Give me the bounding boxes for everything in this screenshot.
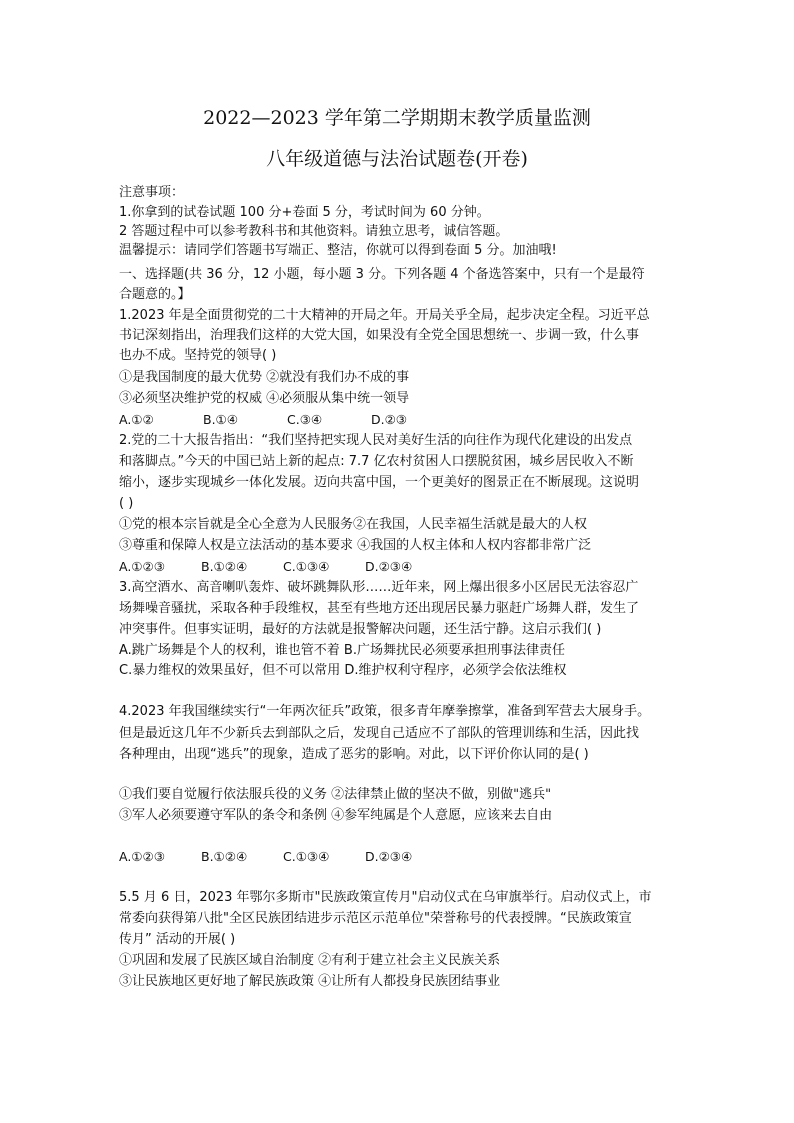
question-3-option: C.暴力维权的效果虽好，但不可以常用 D.维护权利守程序，必须学会依法维权 <box>119 663 567 678</box>
question-4-options <box>119 847 447 866</box>
option-d: D.②③④ <box>365 849 413 864</box>
question-5-stem: 常委向获得第八批"全区民族团结进步示范区示范单位"荣誉称号的代表授牌。“民族政策宣 <box>119 911 632 926</box>
question-1-options <box>119 410 455 429</box>
question-3-option: A.跳广场舞是个人的权利，谁也管不着 B.广场舞扰民必须要承担刑事法律责任 <box>119 643 565 658</box>
option-a: A.①②③ <box>119 559 165 574</box>
question-4-stem: 4.2023 年我国继续实行“一年两次征兵”政策，很多青年摩拳擦掌，准备到军营去大展身手。 <box>119 704 651 719</box>
option-a: A.①②③ <box>119 849 165 864</box>
question-2-item: ③尊重和保障人权是立法活动的基本要求 ④我国的人权主体和人权内容都非常广泛 <box>119 538 592 553</box>
question-2-stem: 缩小，逐步实现城乡一体化发展。迈向共富中国，一个更美好的图景正在不断展现。这说明 <box>119 475 640 490</box>
question-4-stem: 但是最近这几年不少新兵去到部队之后，发现自己适应不了部队的管理训练和生活，因此找 <box>119 726 640 741</box>
question-4-stem: 各种理由，出现“逃兵”的现象，造成了恶劣的影响。对此，以下评价你认同的是( ) <box>119 747 589 762</box>
question-1-stem: 书记深刻指出，治理我们这样的大党大国，如果没有全党全国思想统一、步调一致，什么事 <box>119 328 640 343</box>
question-1-stem: 1.2023 年是全面贯彻党的二十大精神的开局之年。开局关乎全局，起步决定全程。习近平总 <box>119 308 650 323</box>
question-4-item: ①我们要自觉履行依法服兵役的义务 ②法律禁止做的坚决不做，别做"逃兵" <box>119 787 552 802</box>
question-2-stem: ( ) <box>119 496 134 511</box>
question-5-stem: 5.5 月 6 日，2023 年鄂尔多斯市"民族政策宣传月"启动仪式在乌审旗举行。启动仪式上，市 <box>119 890 652 905</box>
option-d: D.②③④ <box>365 559 413 574</box>
question-1-stem: 也办不成。坚持党的领导( ) <box>119 348 277 363</box>
question-5-item: ①巩固和发展了民族区域自治制度 ②有利于建立社会主义民族关系 <box>119 953 501 968</box>
page-title: 2022—2023 学年第二学期期末教学质量监测 <box>203 107 591 129</box>
option-d: D.②③ <box>371 412 408 427</box>
question-2-stem: 和落脚点。”今天的中国已站上新的起点: 7.7 亿农村贫困人口摆脱贫困，城乡居民收入不断 <box>119 454 634 469</box>
question-2-stem: 2.党的二十大报告指出：“我们坚持把实现人民对美好生活的向往作为现代化建设的出发点 <box>119 433 633 448</box>
section-heading: 合题意的。】 <box>119 287 191 302</box>
option-b: B.①②④ <box>201 559 248 574</box>
option-b: B.①②④ <box>201 849 248 864</box>
page-subtitle: 八年级道德与法治试题卷(开卷) <box>266 148 528 170</box>
notice-heading: 注意事项： <box>119 185 185 200</box>
question-3-stem: 场舞噪音骚扰，采取各种手段维权，甚至有些地方还出现居民暴力驱赶广场舞人群，发生了 <box>119 601 640 616</box>
option-c: C.①③④ <box>283 849 330 864</box>
question-2-options <box>119 557 447 576</box>
question-3-stem: 3.高空酒水、高音喇叭轰炸、破坏跳舞队形……近年来，网上爆出很多小区居民无法容忍广 <box>119 580 639 595</box>
question-1-item: ①是我国制度的最大优势 ②就没有我们办不成的事 <box>119 370 410 385</box>
question-3-stem: 冲突事件。但事实证明，最好的方法就是报警解决问题，还生活宁静。这启示我们( ) <box>119 622 602 637</box>
question-5-stem: 传月” 活动的开展( ) <box>119 932 236 947</box>
option-c: C.①③④ <box>283 559 330 574</box>
option-b: B.①④ <box>203 412 238 427</box>
question-4-item: ③军人必须要遵守军队的条令和条例 ④参军纯属是个人意愿，应该来去自由 <box>119 808 553 823</box>
option-c: C.③④ <box>287 412 323 427</box>
option-a: A.①② <box>119 412 154 427</box>
question-1-item: ③必须坚决维护党的权威 ④必须服从集中统一领导 <box>119 391 410 406</box>
section-heading: 一、选择题(共 36 分，12 小题，每小题 3 分。下列各题 4 个备选答案中，只有一个是最符 <box>119 267 645 282</box>
question-2-item: ①党的根本宗旨就是全心全意为人民服务②在我国，人民幸福生活就是最大的人权 <box>119 517 588 532</box>
notice-line: 2 答题过程中可以参考教科书和其他资料。请独立思考，诚信答题。 <box>119 224 509 239</box>
notice-line: 温馨提示：请同学们答题书写端正、整洁，你就可以得到卷面 5 分。加油哦! <box>119 243 557 258</box>
question-5-item: ③让民族地区更好地了解民族政策 ④让所有人都投身民族团结事业 <box>119 974 501 989</box>
notice-line: 1.你拿到的试卷试题 100 分+卷面 5 分，考试时间为 60 分钟。 <box>119 205 490 220</box>
